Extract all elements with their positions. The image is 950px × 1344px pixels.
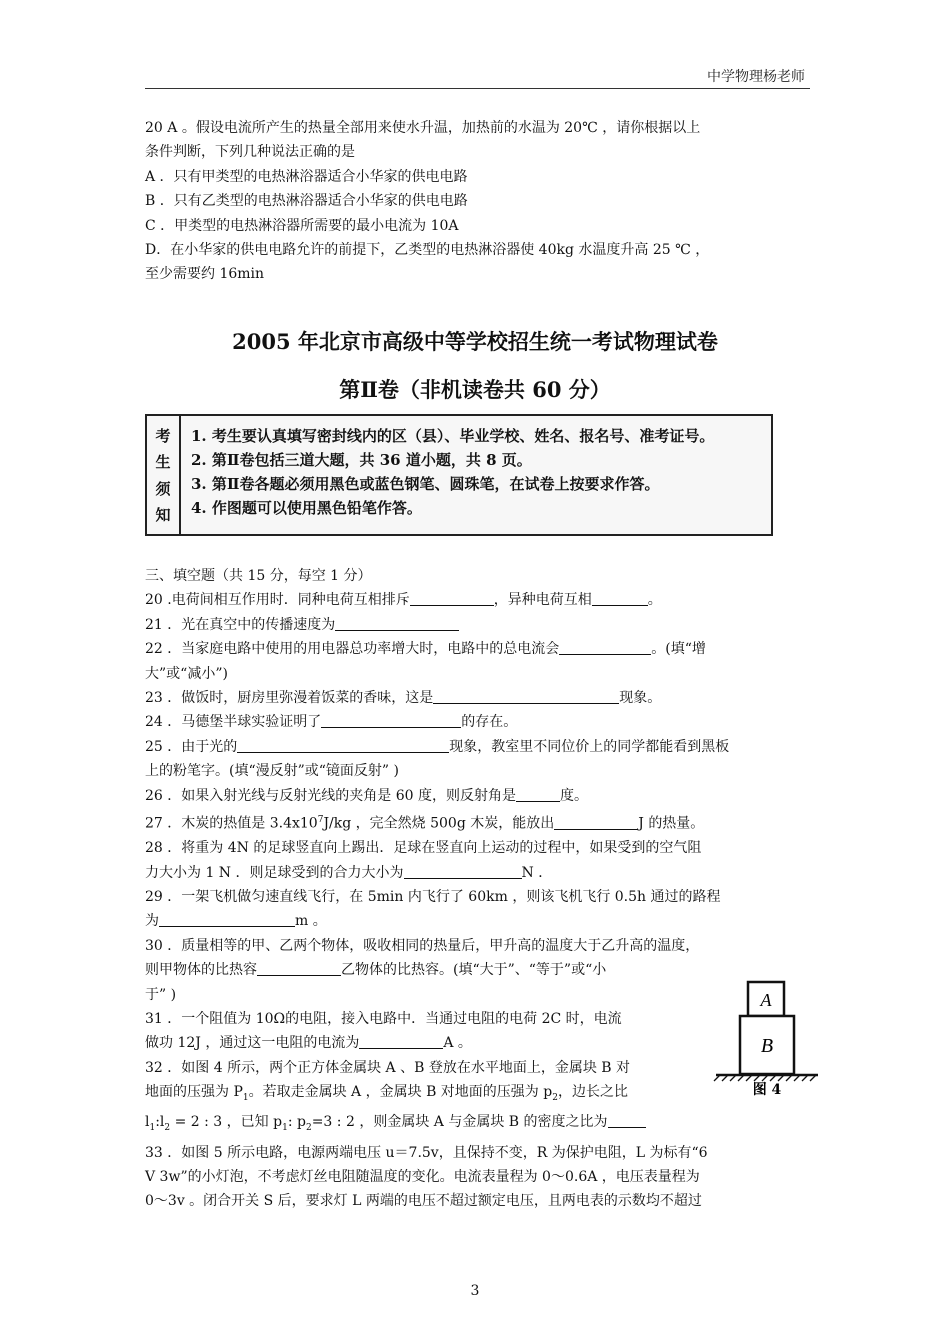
question-23: 23 ．做饭时，厨房里弥漫着饭菜的香味，这是 现象。 [145,690,662,707]
notice-item: 4. 作图题可以使用黑色铅笔作答。 [191,499,422,517]
question-31-cont: 做功 12J ，通过这一电阻的电流为 A 。 [145,1035,472,1052]
exam-subtitle: 第Ⅱ卷（非机读卷共 60 分） [339,377,611,402]
question-33-cont2: 0～3v 。闭合开关 S 后，要求灯 L 两端的电压不超过额定电压，且两电表的示数均不超过 [145,1193,702,1210]
question-28-cont: 力大小为 1 N ．则足球受到的合力大小为 N ． [145,864,553,881]
question-33-cont: V 3w”的小灯泡，不考虑灯丝电阻随温度的变化。电流表量程为 0～0.6A ，电压表量程为 [145,1169,700,1185]
section-heading: 三、填空题（共 15 分，每空 1 分） [145,568,372,584]
question-21: 21 ．光在真空中的传播速度为 [145,613,807,637]
question-29: 29 ．一架飞机做匀速直线飞行，在 5min 内飞行了 60km ，则该飞机飞行 0.5h 通过的路程 [145,888,721,905]
question-22: 22 ．当家庭电路中使用的用电器总功率增大时，电路中的总电流会 。(填“增 [145,641,706,658]
header-divider [145,88,810,89]
notice-item: 3. 第Ⅱ卷各题必须用黑色或蓝色钢笔、圆珠笔，在试卷上按要求作答。 [191,475,660,493]
candidate-notice-box [145,414,773,536]
block-b-label: B [760,1035,774,1057]
answer-blank[interactable] [159,911,295,927]
page-number: 3 [470,1283,480,1299]
question-28: 28 ．将重为 4N 的足球竖直向上踢出．足球在竖直向上运动的过程中，如果受到的空气阻 [145,840,702,857]
notice-item: 1. 考生要认真填写密封线内的区（县）、毕业学校、姓名、报名号、准考证号。 [191,427,715,445]
answer-blank[interactable] [433,688,619,704]
question-29-cont: 为 m 。 [145,913,327,930]
header-author: 中学物理杨老师 [707,69,805,85]
answer-blank[interactable] [559,639,651,655]
question-25: 25 ．由于光的 现象，教室里不同位价上的同学都能看到黑板 [145,738,730,755]
exam-title: 2005 年北京市高级中等学校招生统一考试物理试卷 [232,329,718,354]
answer-blank[interactable] [404,863,522,879]
figure-4-caption: 图 4 [752,1082,782,1096]
question-27: 27 ．木炭的热值是 $3.4x10^7J/kg$ ，完全然烧 500g 木炭，能放出 J 的热量。 [145,815,705,832]
notice-label-char: 知 [155,506,171,525]
option-d-cont: 至少需要约 16min [145,266,265,283]
option-c: C ．甲类型的电热淋浴器所需要的最小电流为 10A [145,217,459,234]
question-line: 20 A 。假设电流所产生的热量全部用来使水升温，加热前的水温为 20℃ ，请你根据以上 [145,120,701,136]
question-31: 31 ．一个阻值为 10Ω的电阻，接入电路中．当通过电阻的电荷 2C 时，电流 [145,1010,622,1027]
answer-blank[interactable] [410,590,494,606]
question-30: 30 ．质量相等的甲、乙两个物体，吸收相同的热量后，甲升高的温度大于乙升高的温度， [145,937,700,954]
question-24: 24 ．马德堡半球实验证明了 的存在。 [145,714,518,731]
notice-label-char: 考 [155,426,171,445]
question-22-cont: 大”或“减小”) [145,665,228,682]
answer-blank[interactable] [237,737,449,753]
answer-blank[interactable] [257,960,341,976]
fill-in-section [145,564,807,1214]
question-32: 32 ．如图 4 所示，两个正方体金属块 A 、B 登放在水平地面上，金属块 B 对 [145,1059,631,1076]
question-32-ratio: $l_1:l_2 = 2$ : 3 ，已知 $p_1$: $p_2=3$ : 2 ，则金属块 A 与金属块 B 的密度之比为 [145,1110,807,1140]
question-33: 33 ．如图 5 所示电路，电源两端电压 u＝7.5v，且保持不变，R 为保护电阻，L 为标有“6 [145,1144,708,1161]
question-20: 20 .电荷间相互作用时．同种电荷互相排斥 ，异种电荷互相 。 [145,592,662,609]
question-30-cont: 则甲物体的比热容 乙物体的比热容。(填“大于”、“等于”或“小 [145,962,607,979]
answer-blank[interactable] [321,712,461,728]
figure-4-blocks [712,978,822,1096]
notice-items [191,424,714,520]
answer-blank[interactable] [608,1112,646,1128]
option-d: D．在小华家的供电电路允许的前提下，乙类型的电热淋浴器使 40kg 水温度升高 25 ℃ ， [145,242,710,259]
answer-blank[interactable] [592,590,648,606]
question-26: 26 ．如果入射光线与反射光线的夹角是 60 度，则反射角是 度。 [145,787,588,804]
notice-label-char: 须 [155,479,171,498]
answer-blank[interactable] [359,1033,443,1049]
notice-label [147,416,181,534]
previous-question-options [145,116,807,287]
answer-blank[interactable] [516,786,560,802]
notice-item: 2. 第Ⅱ卷包括三道大题，共 36 道小题，共 8 页。 [191,451,532,469]
question-25-cont: 上的粉笔字。(填“漫反射”或“镜面反射” ) [145,763,400,780]
notice-label-char: 生 [155,453,171,472]
question-32-cont: 地面的压强为 $P_1$。若取走金属块 A ，金属块 B 对地面的压强为 $p_2$，边长之比 [145,1084,628,1103]
option-b: B ．只有乙类型的电热淋浴器适合小华家的供电电路 [145,193,468,210]
question-line: 条件判断，下列几种说法正确的是 [145,144,355,161]
answer-blank[interactable] [554,814,638,830]
option-a: A ．只有甲类型的电热淋浴器适合小华家的供电电路 [145,168,468,185]
block-a-label: A [760,990,772,1010]
answer-blank[interactable] [335,615,459,631]
question-30-end: 于” ) [145,986,177,1003]
